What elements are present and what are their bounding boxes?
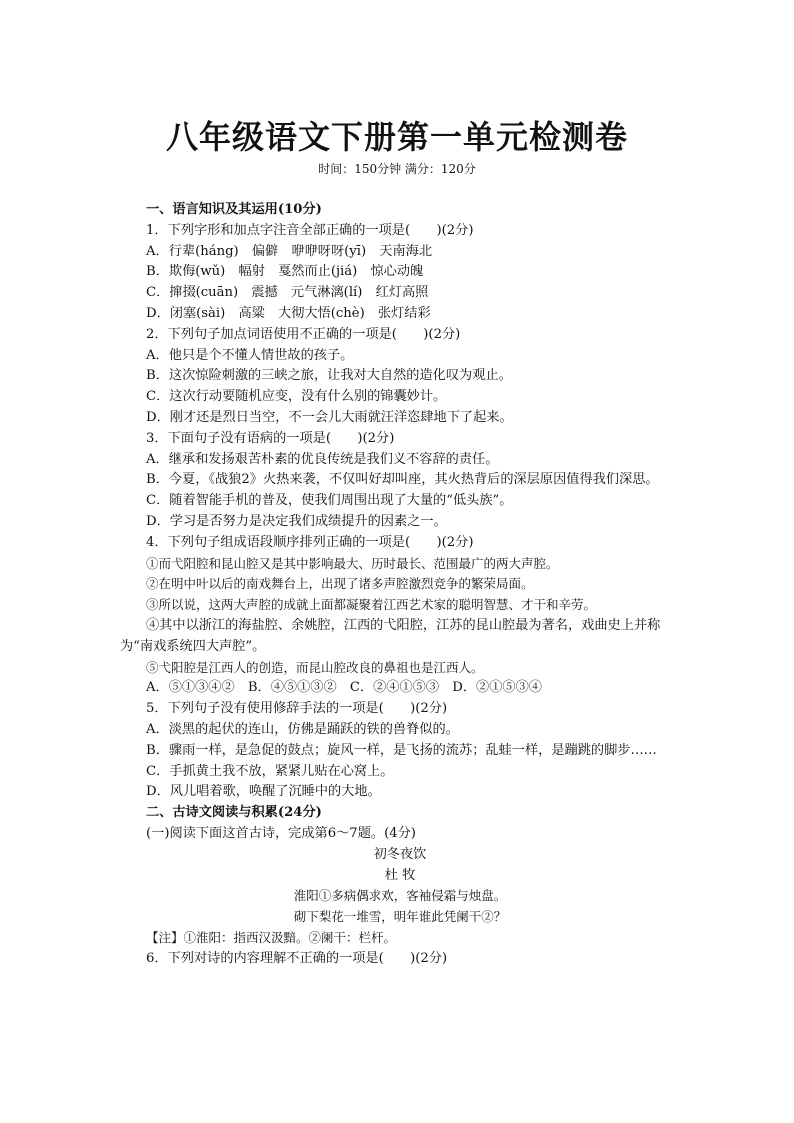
text-line: A．他只是个不懂人情世故的孩子。 — [146, 347, 354, 363]
text-line: B．这次惊险刺激的三峡之旅，让我对大自然的造化叹为观止。 — [146, 368, 512, 384]
text-line: ③所以说，这两大声腔的成就上面都凝聚着江西艺术家的聪明智慧、才干和辛劳。 — [146, 597, 597, 613]
text-line: D．风儿唱着歌，唤醒了沉睡中的大地。 — [146, 784, 381, 800]
text-line: B．今夏，《战狼2》火热来袭，不仅叫好却叫座，其火热背后的深层原因值得我们深思。 — [146, 472, 659, 488]
text-line: ④其中以浙江的海盐腔、余姚腔，江西的弋阳腔，江苏的昆山腔最为著名，戏曲史上并称为“南戏系统四大声腔”。 — [120, 617, 661, 654]
text-line: B．欺侮(wǔ) 幅射 戛然而止(jiá) 惊心动魄 — [146, 264, 424, 280]
text-line: ①而弋阳腔和昆山腔又是其中影响最大、历时最长、范围最广的两大声腔。 — [146, 555, 559, 571]
page-title: 八年级语文下册第一单元检测卷 — [165, 118, 628, 156]
text-line: A．淡黑的起伏的连山，仿佛是踊跃的铁的兽脊似的。 — [146, 721, 459, 737]
exam-body — [120, 200, 680, 969]
text-line: 4．下列句子组成语段顺序排列正确的一项是( )(2分) — [146, 534, 474, 550]
text-line: 2．下列句子加点词语使用不正确的一项是( )(2分) — [146, 326, 461, 342]
text-line: 3．下面句子没有语病的一项是( )(2分) — [146, 430, 395, 446]
text-line: C．随着智能手机的普及，使我们周围出现了大量的“低头族”。 — [146, 493, 513, 509]
exam-time-score: 时间：150分钟 满分：120分 — [318, 162, 476, 176]
text-line: C．手抓黄土我不放，紧紧儿贴在心窝上。 — [146, 763, 394, 779]
text-line: 5．下列句子没有使用修辞手法的一项是( )(2分) — [146, 701, 448, 717]
text-line: ②在明中叶以后的南戏舞台上，出现了诸多声腔激烈竞争的繁荣局面。 — [146, 576, 534, 592]
text-line: 【注】①淮阳：指西汉汲黯。②阑干：栏杆。 — [146, 929, 397, 945]
text-line: 二、古诗文阅读与积累(24分) — [146, 805, 322, 821]
text-line: ⑤弋阳腔是江西人的创造，而昆山腔改良的鼻祖也是江西人。 — [146, 659, 484, 675]
text-line: C．撺掇(cuān) 震撼 元气淋漓(lí) 红灯高照 — [146, 285, 429, 301]
text-line: 初冬夜饮 — [373, 846, 427, 862]
text-line: A．行辈(háng) 偏僻 咿咿呀呀(yī) 天南海北 — [146, 243, 433, 259]
text-line: C．这次行动要随机应变，没有什么别的锦囊妙计。 — [146, 389, 447, 405]
text-line: 6．下列对诗的内容理解不正确的一项是( )(2分) — [146, 950, 448, 966]
text-line: A．⑤①③④② B．④⑤①③② C．②④①⑤③ D．②①⑤③④ — [146, 680, 542, 696]
text-line: 一、语言知识及其运用(10分) — [146, 202, 322, 217]
text-line: 杜 牧 — [384, 867, 416, 883]
text-line: 砌下梨花一堆雪，明年谁此凭阑干②？ — [293, 909, 507, 925]
text-line: 1．下列字形和加点字注音全部正确的一项是( )(2分) — [146, 222, 474, 238]
text-line: 淮阳①多病偶求欢，客袖侵霜与烛盘。 — [293, 888, 507, 904]
text-line: D．学习是否努力是决定我们成绩提升的因素之一。 — [146, 513, 447, 529]
text-line: B．骤雨一样，是急促的鼓点；旋风一样，是飞扬的流苏；乱蛙一样，是蹦跳的脚步…… — [146, 742, 657, 758]
text-line: D．刚才还是烈日当空，不一会儿大雨就汪洋恣肆地下了起来。 — [146, 409, 513, 425]
text-line: (一)阅读下面这首古诗，完成第6～7题。(4分) — [146, 825, 416, 841]
text-line: D．闭塞(sài) 高粱 大彻大悟(chè) 张灯结彩 — [146, 305, 431, 321]
text-line: A．继承和发扬艰苦朴素的优良传统是我们义不容辞的责任。 — [146, 451, 499, 467]
